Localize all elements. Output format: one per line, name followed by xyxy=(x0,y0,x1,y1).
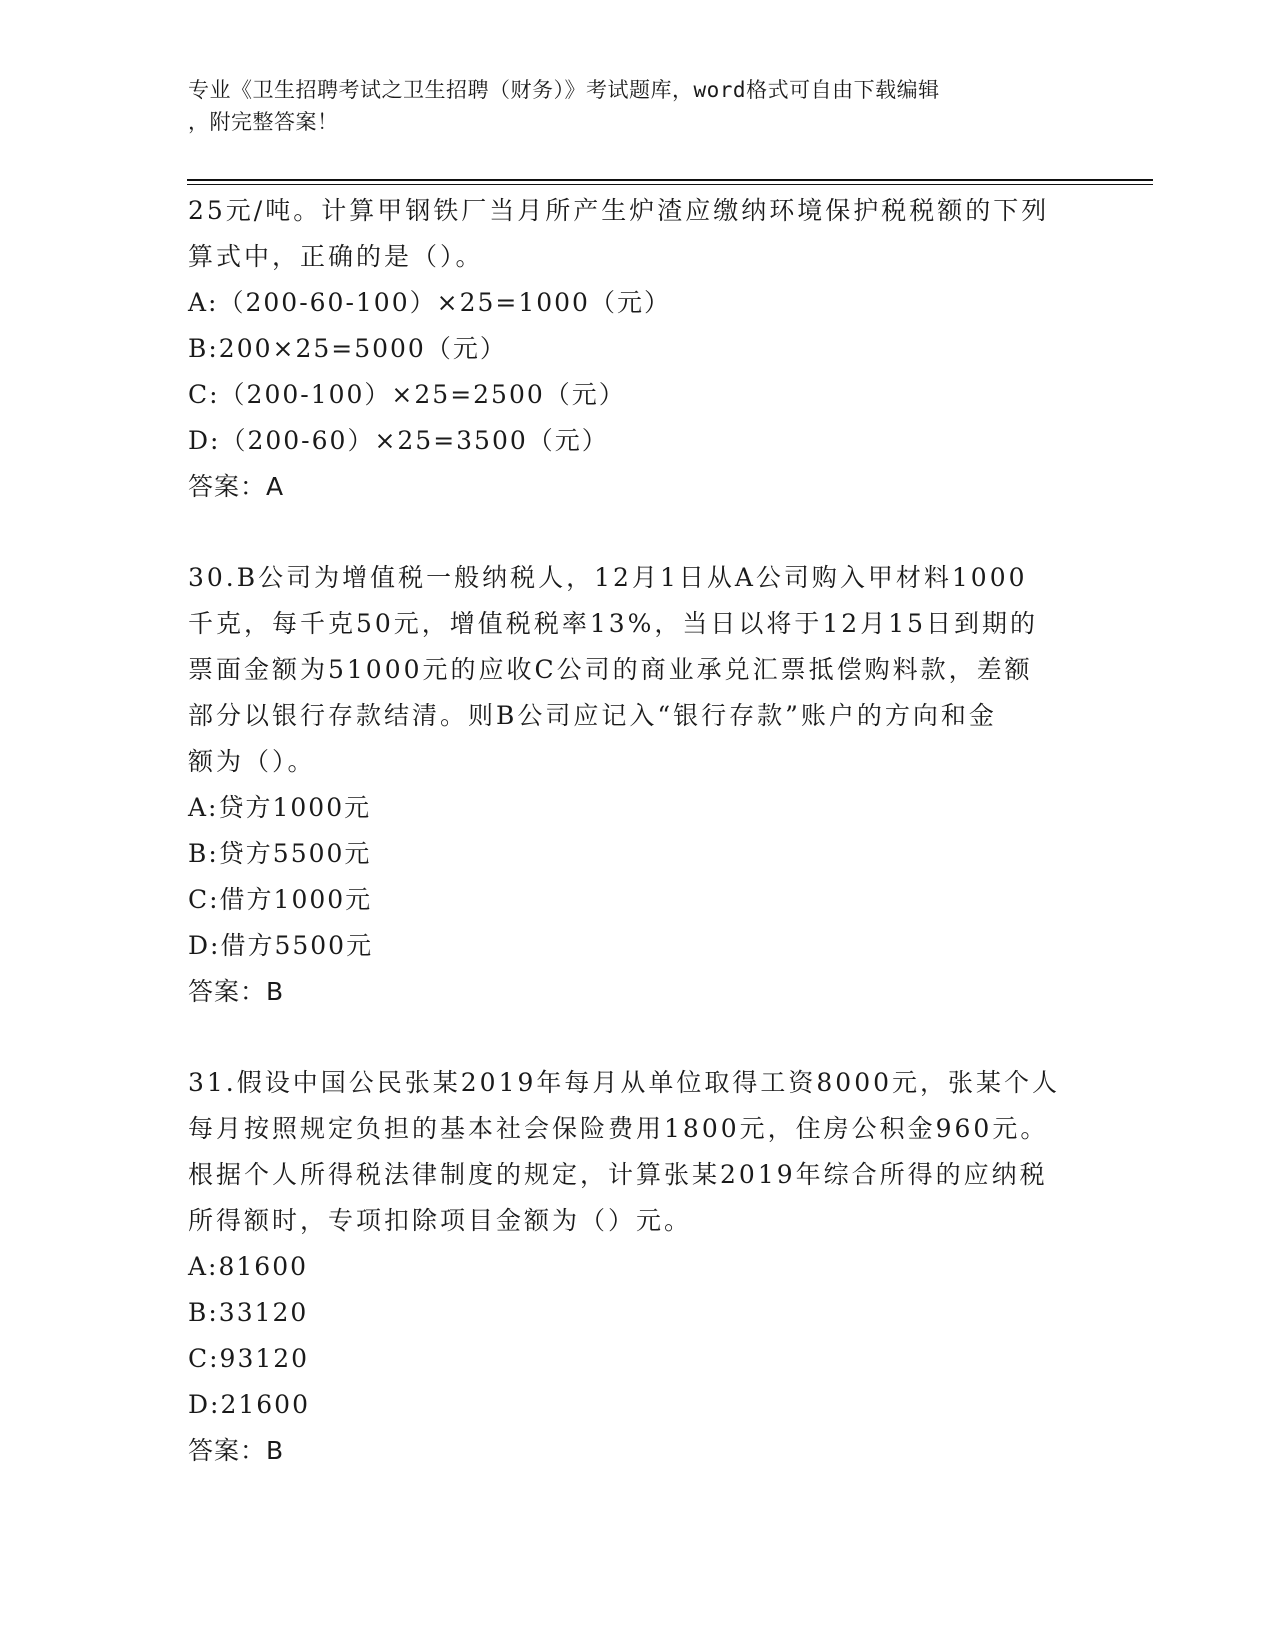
question-text-line: 25元/吨。计算甲钢铁厂当月所产生炉渣应缴纳环境保护税税额的下列 xyxy=(188,196,1050,225)
question-text-line: 部分以银行存款结清。则B公司应记入“银行存款”账户的方向和金 xyxy=(188,701,997,730)
document-header xyxy=(188,74,1068,138)
answer-label: 答案：B xyxy=(188,1436,285,1465)
header-divider-thin xyxy=(187,184,1153,185)
option-b: B:贷方5500元 xyxy=(188,839,372,868)
question-text-line: 千克，每千克50元，增值税税率13%，当日以将于12月15日到期的 xyxy=(188,609,1039,638)
option-d: D:借方5500元 xyxy=(188,931,374,960)
option-b: B:200×25=5000（元） xyxy=(188,334,507,363)
question-text-line: 所得额时，专项扣除项目金额为（）元。 xyxy=(188,1206,693,1235)
option-b: B:33120 xyxy=(188,1298,309,1327)
option-a: A:81600 xyxy=(188,1252,309,1281)
question-text-line: 每月按照规定负担的基本社会保险费用1800元，住房公积金960元。 xyxy=(188,1114,1049,1143)
question-text-line: 额为（）。 xyxy=(188,747,316,776)
answer-label: 答案：B xyxy=(188,977,285,1006)
option-c: C:借方1000元 xyxy=(188,885,373,914)
question-list xyxy=(188,188,1078,1519)
question-block-31 xyxy=(188,1060,1078,1474)
option-c: C:（200-100）×25=2500（元） xyxy=(188,380,626,409)
question-text-line: 算式中，正确的是（）。 xyxy=(188,242,484,271)
question-text-line: 31.假设中国公民张某2019年每月从单位取得工资8000元，张某个人 xyxy=(188,1068,1061,1097)
option-a: A:贷方1000元 xyxy=(188,793,372,822)
header-divider-thick xyxy=(187,179,1153,181)
option-d: D:21600 xyxy=(188,1390,310,1419)
question-text-line: 票面金额为51000元的应收C公司的商业承兑汇票抵偿购料款，差额 xyxy=(188,655,1033,684)
answer-label: 答案：A xyxy=(188,472,285,501)
question-text-line: 根据个人所得税法律制度的规定，计算张某2019年综合所得的应纳税 xyxy=(188,1160,1048,1189)
option-d: D:（200-60）×25=3500（元） xyxy=(188,426,609,455)
question-block-29 xyxy=(188,188,1078,510)
question-block-30 xyxy=(188,555,1078,1015)
question-text-line: 30.B公司为增值税一般纳税人，12月1日从A公司购入甲材料1000 xyxy=(188,563,1028,592)
header-line-2: ，附完整答案！ xyxy=(188,110,339,134)
header-line-1: 专业《卫生招聘考试之卫生招聘（财务）》考试题库，word格式可自由下载编辑 xyxy=(188,78,940,102)
option-c: C:93120 xyxy=(188,1344,310,1373)
option-a: A:（200-60-100）×25=1000（元） xyxy=(188,288,671,317)
